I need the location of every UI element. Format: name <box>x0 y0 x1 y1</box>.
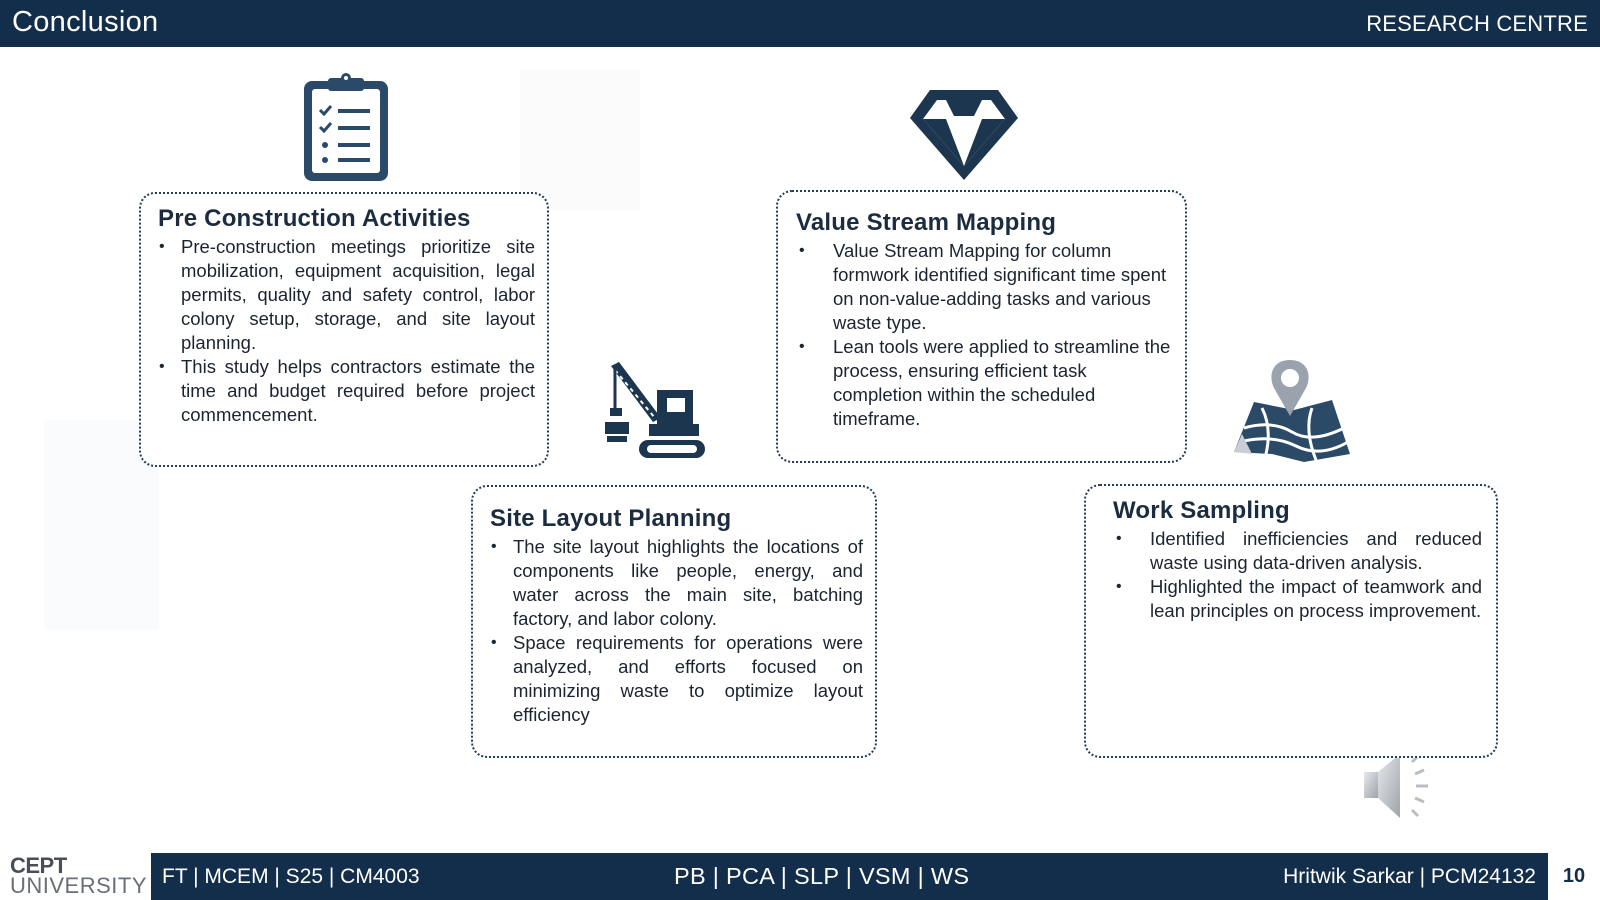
slide-title: Conclusion <box>12 6 159 38</box>
research-centre-label: RESEARCH CENTRE <box>1366 11 1588 36</box>
card-site-layout-planning <box>471 485 877 758</box>
logo-text: CEPT <box>10 853 67 878</box>
map-pin-icon <box>1232 358 1352 464</box>
bullet-item: • Pre-construction meetings prioritize site mobilization, equipment acquisition, legal permits, quality and safety control, labor colony setup, storage, and site layout planning. <box>181 235 535 355</box>
bullet-list <box>490 535 863 727</box>
bullet-list <box>158 235 535 427</box>
card-pre-construction <box>139 192 549 467</box>
footer-bar <box>151 853 1548 900</box>
header-bar <box>0 0 1600 47</box>
clipboard-checklist-icon <box>300 72 392 184</box>
logo-text: UNIVERSITY <box>10 873 148 898</box>
course-info: FT | MCEM | S25 | CM4003 <box>162 865 420 888</box>
crane-icon <box>605 360 710 462</box>
section-nav: PB | PCA | SLP | VSM | WS <box>674 863 970 889</box>
bullet-item: • This study helps contractors estimate the time and budget required before project commencement. <box>181 355 535 427</box>
bullet-list <box>1113 527 1482 623</box>
card-title: Value Stream Mapping <box>796 209 1057 236</box>
bullet-item: • Value Stream Mapping for column formwork identified significant time spent on non-value-adding tasks and various waste type. <box>833 239 1171 335</box>
university-logo <box>10 853 150 899</box>
card-value-stream-mapping <box>776 190 1187 463</box>
card-title: Site Layout Planning <box>490 505 732 532</box>
bullet-item: • The site layout highlights the locations of components like people, energy, and water across the main site, batching factory, and labor colony. <box>513 535 863 631</box>
bullet-item: • Highlighted the impact of teamwork and lean principles on process improvement. <box>1150 575 1482 623</box>
background-shape <box>520 70 640 210</box>
card-work-sampling <box>1084 484 1498 758</box>
bullet-item: • Identified inefficiencies and reduced waste using data-driven analysis. <box>1150 527 1482 575</box>
bullet-list <box>796 239 1171 431</box>
card-title: Pre Construction Activities <box>158 205 471 232</box>
bullet-item: • Space requirements for operations were analyzed, and efforts focused on minimizing waste to optimize layout efficiency <box>513 631 863 727</box>
card-title: Work Sampling <box>1113 497 1290 524</box>
page-number: 10 <box>1562 865 1586 887</box>
bullet-item: • Lean tools were applied to streamline the process, ensuring efficient task completion within the scheduled timeframe. <box>833 335 1171 431</box>
speaker-icon[interactable] <box>1360 748 1444 824</box>
diamond-icon <box>906 86 1022 184</box>
author-info: Hritwik Sarkar | PCM24132 <box>1283 865 1536 888</box>
